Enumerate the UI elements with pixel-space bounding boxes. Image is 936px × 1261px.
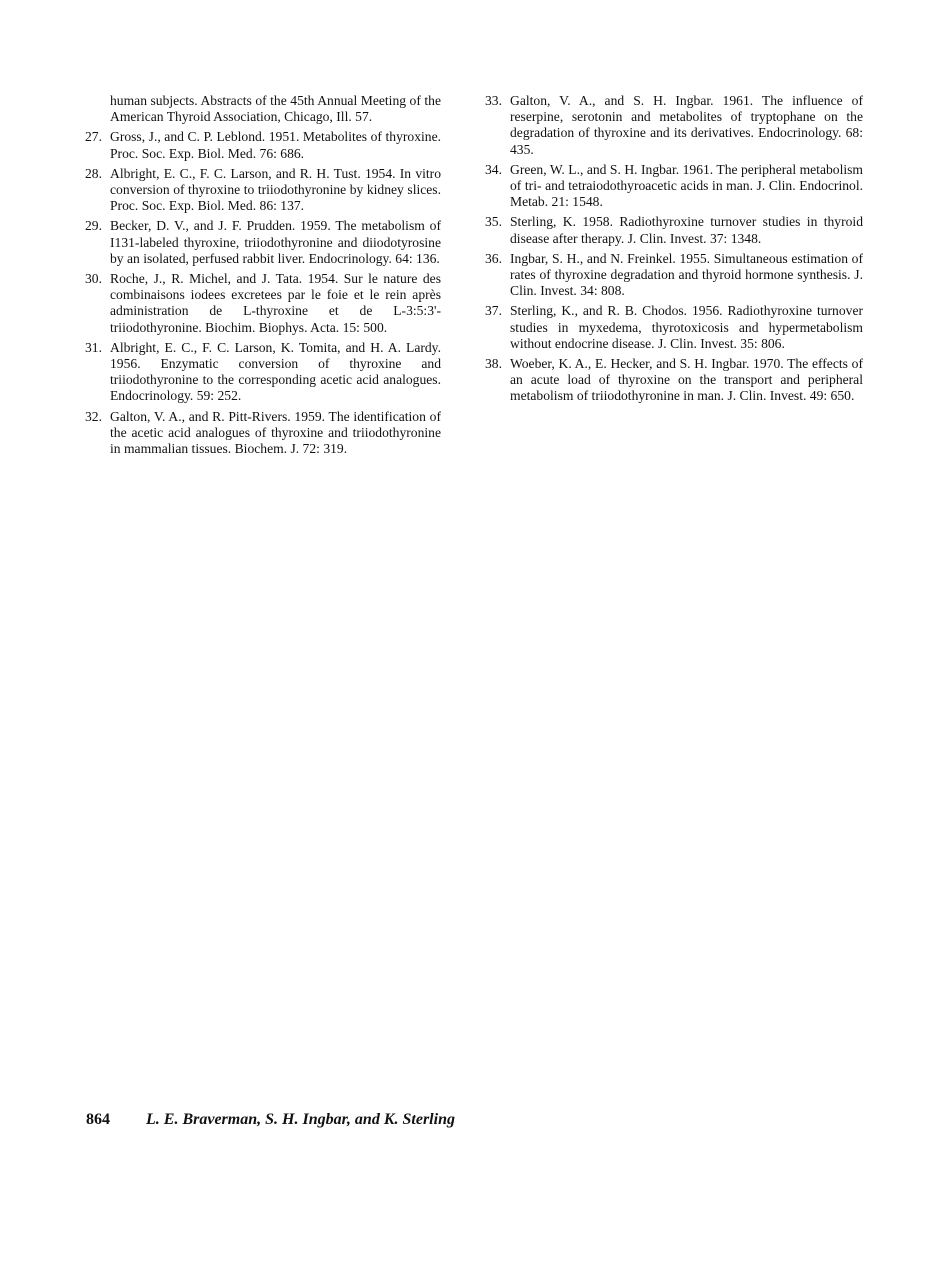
reference-item (485, 93, 863, 158)
reference-number: 27. (85, 129, 102, 145)
reference-number: 28. (85, 165, 102, 181)
reference-column-right (485, 93, 863, 409)
reference-item (485, 214, 863, 246)
running-footer-authors: L. E. Braverman, S. H. Ingbar, and K. Sterling (146, 1111, 455, 1128)
reference-item (85, 409, 441, 458)
reference-text: Sterling, K. 1958. Radiothyroxine turnover studies in thyroid disease after therapy. J. Clin. Invest. 37: 1348. (510, 214, 863, 246)
reference-text: Galton, V. A., and R. Pitt-Rivers. 1959. The identification of the acetic acid analogues of thyroxine and triiodothyronine in mammalian tissues. Biochem. J. 72: 319. (110, 408, 441, 457)
reference-item (85, 218, 441, 267)
page-footer (86, 1111, 455, 1129)
reference-item (485, 251, 863, 300)
reference-number: 35. (485, 214, 502, 230)
reference-item (85, 166, 441, 215)
reference-item (85, 271, 441, 336)
reference-item (485, 303, 863, 352)
reference-number: 30. (85, 271, 102, 287)
reference-text: Roche, J., R. Michel, and J. Tata. 1954. Sur le nature des combinaisons iodees excretees par le foie et le rein après administration de L-thyroxine et de L-3:5:3'-triiodothyronine. Biochim. Biophys. Acta. 15: 500. (110, 271, 441, 335)
reference-number: 31. (85, 339, 102, 355)
reference-text: Woeber, K. A., E. Hecker, and S. H. Ingbar. 1970. The effects of an acute load of thyroxine on the transport and peripheral metabolism of triiodothyronine in man. J. Clin. Invest. 49: 650. (510, 356, 863, 404)
page-number: 864 (86, 1111, 110, 1128)
reference-text: Green, W. L., and S. H. Ingbar. 1961. The peripheral metabolism of tri- and tetraiodothyroacetic acids in man. J. Clin. Endocrinol. Metab. 21: 1548. (510, 161, 863, 210)
reference-item (485, 162, 863, 211)
reference-text: Albright, E. C., F. C. Larson, and R. H. Tust. 1954. In vitro conversion of thyroxine to triiodothyronine by kidney slices. Proc. Soc. Exp. Biol. Med. 86: 137. (110, 165, 441, 214)
reference-column-left (85, 93, 441, 461)
reference-text: Sterling, K., and R. B. Chodos. 1956. Radiothyroxine turnover studies in myxedema, thyrotoxicosis and hypermetabolism without endocrine disease. J. Clin. Invest. 35: 806. (510, 303, 863, 351)
reference-number: 29. (85, 218, 102, 234)
reference-number: 38. (485, 356, 502, 372)
reference-item (485, 356, 863, 405)
reference-text: Galton, V. A., and S. H. Ingbar. 1961. The influence of reserpine, serotonin and metabolites of tryptophane on the degradation of thyroxine and its derivatives. Endocrinology. 68: 435. (510, 93, 863, 157)
reference-number: 34. (485, 161, 502, 177)
reference-text: Becker, D. V., and J. F. Prudden. 1959. The metabolism of I131-labeled thyroxine, triiodothyronine and diiodotyrosine by an isolated, perfused rabbit liver. Endocrinology. 64: 136. (110, 218, 441, 266)
reference-item (85, 129, 441, 161)
reference-continuation (85, 93, 441, 125)
reference-number: 33. (485, 93, 502, 108)
reference-number: 37. (485, 303, 502, 319)
reference-item (85, 340, 441, 405)
reference-text: Albright, E. C., F. C. Larson, K. Tomita, and H. A. Lardy. 1956. Enzymatic conversion of thyroxine and triiodothyronine to the corresponding acetic acid analogues. Endocrinology. 59: 252. (110, 339, 441, 404)
reference-text: Gross, J., and C. P. Leblond. 1951. Metabolites of thyroxine. Proc. Soc. Exp. Biol. Med. 76: 686. (110, 129, 441, 161)
reference-text: Ingbar, S. H., and N. Freinkel. 1955. Simultaneous estimation of rates of thyroxine degradation and thyroid hormone synthesis. J. Clin. Invest. 34: 808. (510, 250, 863, 299)
reference-text: human subjects. Abstracts of the 45th Annual Meeting of the American Thyroid Association, Chicago, Ill. 57. (110, 93, 441, 125)
reference-number: 36. (485, 250, 502, 266)
reference-number: 32. (85, 408, 102, 424)
